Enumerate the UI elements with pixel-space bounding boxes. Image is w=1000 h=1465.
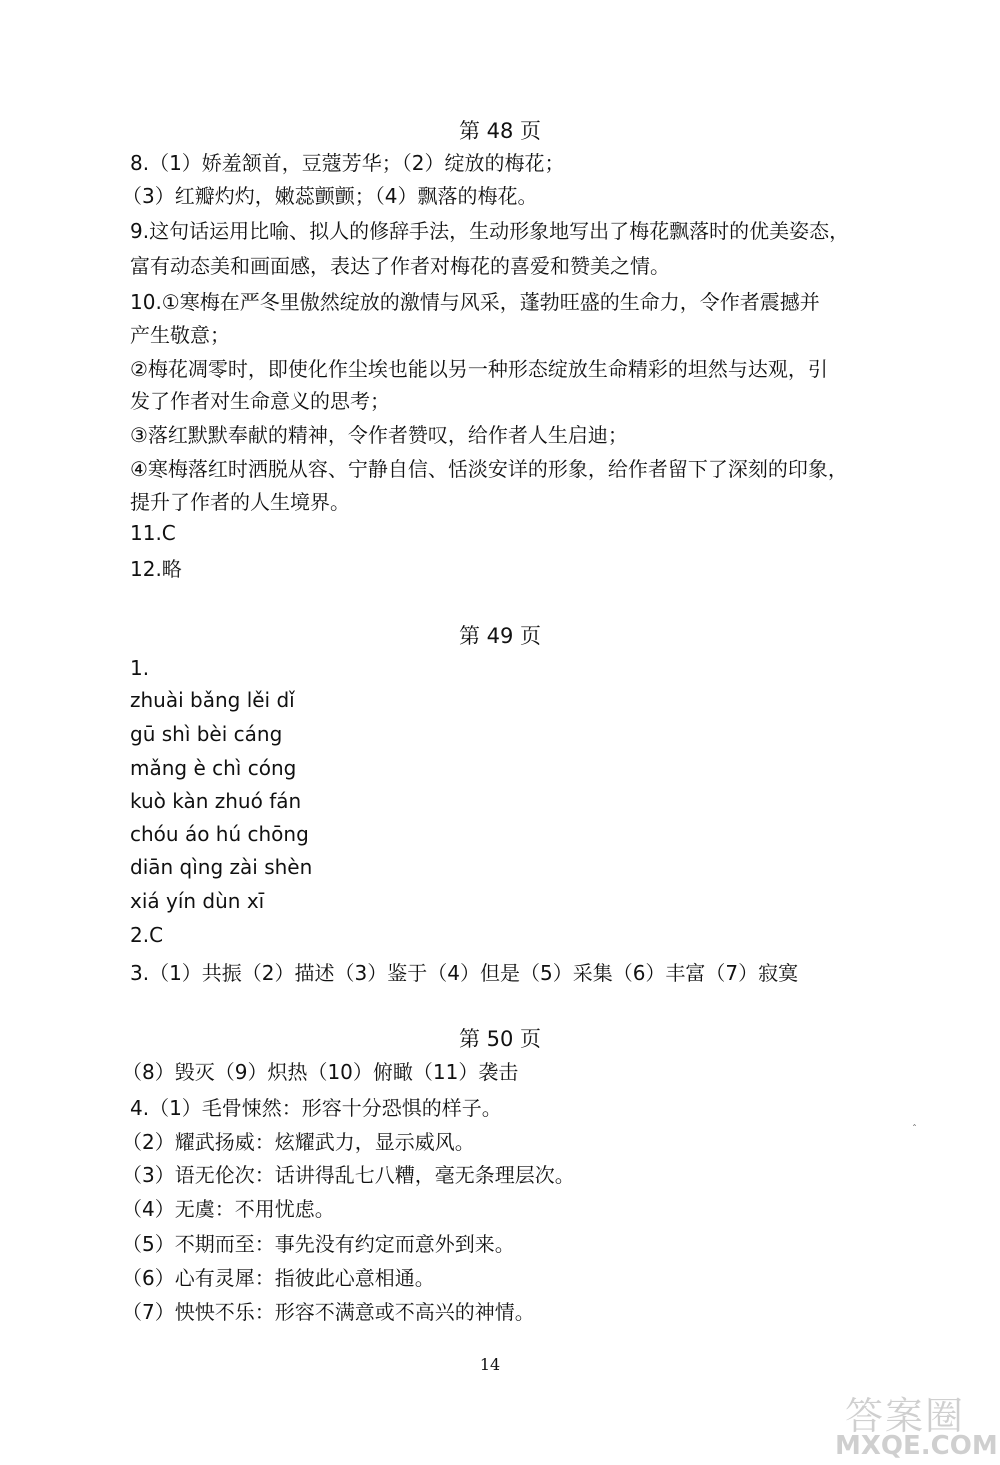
answer-line: （6）心有灵犀：指彼此心意相通。: [122, 1266, 435, 1290]
answer-line: 12.略: [130, 557, 182, 581]
section-heading-p48: 第 48 页: [458, 119, 542, 143]
pinyin-line: zhuài bǎng lěi dǐ: [130, 688, 295, 712]
pinyin-line: xiá yín dùn xī: [130, 889, 265, 913]
answer-line: 9.这句话运用比喻、拟人的修辞手法，生动形象地写出了梅花飘落时的优美姿态，: [130, 219, 850, 243]
answer-line: ②梅花凋零时，即使化作尘埃也能以另一种形态绽放生命精彩的坦然与达观，引: [130, 357, 828, 381]
answer-line: （2）耀武扬威：炫耀武力，显示威风。: [122, 1130, 475, 1154]
pinyin-line: kuò kàn zhuó fán: [130, 789, 302, 813]
answer-line: 产生敬意；: [130, 323, 230, 347]
watermark-logo: [835, 1385, 1000, 1465]
answer-line: 10.①寒梅在严冬里傲然绽放的激情与风采，蓬勃旺盛的生命力，令作者震撼并: [130, 290, 820, 314]
answer-line: （7）怏怏不乐：形容不满意或不高兴的神情。: [122, 1300, 535, 1324]
answer-line: 11.C: [130, 521, 176, 545]
answer-line: ③落红默默奉献的精神，令作者赞叹，给作者人生启迪；: [130, 423, 628, 447]
answer-line: 1.: [130, 656, 150, 680]
answer-line: （3）红瓣灼灼，嫩蕊颤颤；（4）飘落的梅花。: [122, 184, 538, 208]
watermark-logo-text: 答案圈: [845, 1394, 966, 1438]
answer-line: （4）无虞：不用忧虑。: [122, 1197, 335, 1221]
stray-mark: ˆ: [912, 1124, 917, 1135]
watermark-url: MXQE.COM: [835, 1431, 998, 1461]
section-heading-p50: 第 50 页: [458, 1027, 542, 1051]
pinyin-line: diān qìng zài shèn: [130, 855, 313, 879]
page-number: 14: [479, 1355, 501, 1374]
answer-line: 2.C: [130, 923, 164, 947]
answer-line: （8）毁灭（9）炽热（10）俯瞰（11）袭击: [122, 1060, 519, 1084]
answer-line: 富有动态美和画面感，表达了作者对梅花的喜爱和赞美之情。: [130, 254, 670, 278]
answer-line: ④寒梅落红时洒脱从容、宁静自信、恬淡安详的形象，给作者留下了深刻的印象，: [130, 457, 848, 481]
section-heading-p49: 第 49 页: [458, 624, 542, 648]
answer-line: 8.（1）娇羞颔首，豆蔻芳华；（2）绽放的梅花；: [130, 151, 565, 175]
answer-line: 发了作者对生命意义的思考；: [130, 389, 390, 413]
answer-line: （3）语无伦次：话讲得乱七八糟，毫无条理层次。: [122, 1163, 575, 1187]
pinyin-line: gū shì bèi cáng: [130, 722, 283, 746]
answer-line: 提升了作者的人生境界。: [130, 490, 350, 514]
answer-line: （5）不期而至：事先没有约定而意外到来。: [122, 1232, 515, 1256]
answer-line: 4.（1）毛骨悚然：形容十分恐惧的样子。: [130, 1096, 502, 1120]
answer-line: 3.（1）共振（2）描述（3）鉴于（4）但是（5）采集（6）丰富（7）寂寞: [130, 961, 799, 985]
pinyin-line: chóu áo hú chōng: [130, 822, 309, 846]
pinyin-line: mǎng è chì cóng: [130, 756, 297, 780]
